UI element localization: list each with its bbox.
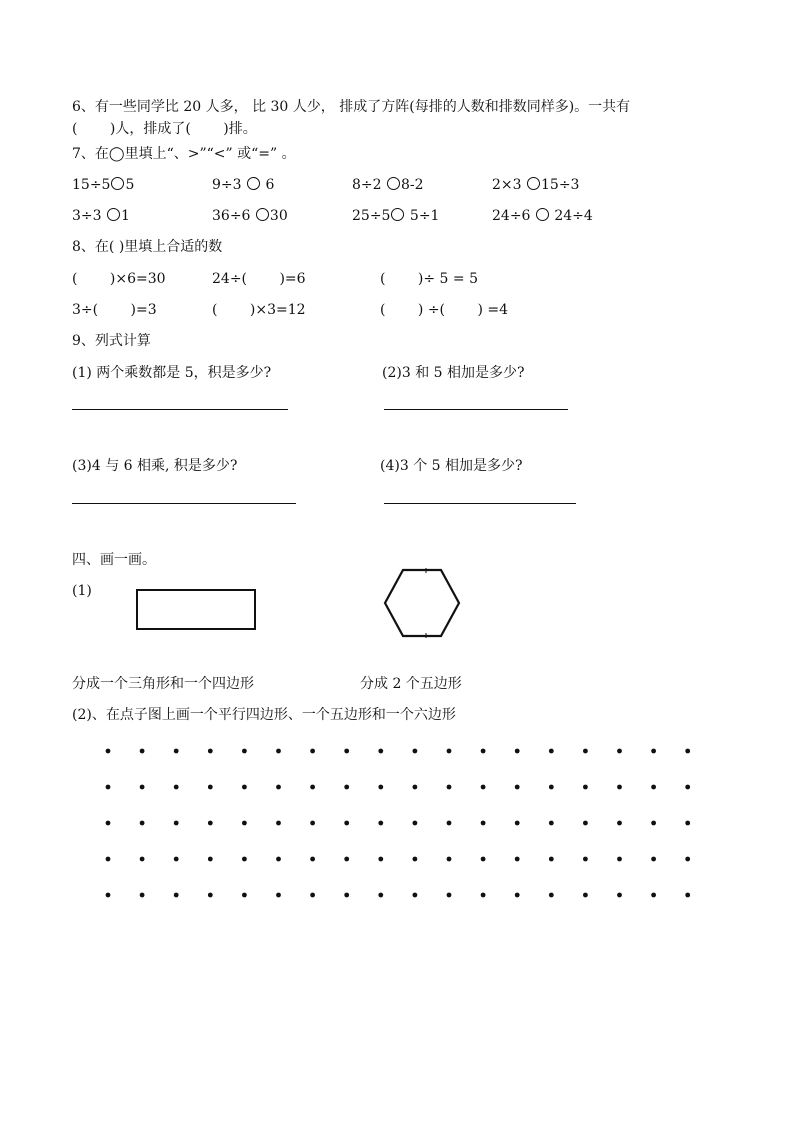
q7-left: 36÷6 [212, 208, 251, 224]
q7-left: 24÷6 [492, 208, 531, 224]
grid-dot[interactable] [242, 785, 247, 790]
grid-dot[interactable] [685, 749, 690, 754]
grid-dot[interactable] [174, 821, 179, 826]
grid-dot[interactable] [413, 893, 418, 898]
grid-dot[interactable] [140, 893, 145, 898]
q7-right: 30 [269, 208, 288, 224]
grid-dot[interactable] [651, 785, 656, 790]
grid-dot[interactable] [583, 893, 588, 898]
grid-dot[interactable] [344, 821, 349, 826]
grid-dot[interactable] [106, 821, 111, 826]
q7-right: 5÷1 [409, 208, 440, 224]
grid-dot[interactable] [447, 893, 452, 898]
grid-dot[interactable] [140, 821, 145, 826]
grid-dot[interactable] [481, 893, 486, 898]
q8-item-3[interactable]: ( )÷ 5 = 5 [380, 271, 478, 287]
grid-dot[interactable] [310, 893, 315, 898]
q7-left: 15÷5 [72, 177, 111, 193]
grid-dot[interactable] [515, 821, 520, 826]
grid-dot[interactable] [549, 857, 554, 862]
grid-dot[interactable] [481, 785, 486, 790]
grid-dot[interactable] [447, 821, 452, 826]
grid-dot[interactable] [617, 893, 622, 898]
q8-item-2[interactable]: 24÷( )=6 [212, 271, 306, 287]
grid-dot[interactable] [344, 749, 349, 754]
q9-item-1: (1) 两个乘数都是 5，积是多少? [72, 365, 272, 381]
grid-dot[interactable] [617, 857, 622, 862]
grid-dot[interactable] [685, 893, 690, 898]
grid-dot[interactable] [106, 857, 111, 862]
part1-label: (1) [72, 583, 92, 599]
q8-item-1[interactable]: ( )×6=30 [72, 271, 166, 287]
grid-dot[interactable] [447, 749, 452, 754]
q7-right: 1 [121, 208, 130, 224]
q7-title: 7、在◯里填上“、>”“<” 或“=” 。 [72, 146, 296, 162]
grid-dot[interactable] [515, 749, 520, 754]
grid-dot[interactable] [208, 821, 213, 826]
grid-dot[interactable] [583, 821, 588, 826]
grid-dot[interactable] [583, 857, 588, 862]
grid-dot[interactable] [378, 893, 383, 898]
grid-dot[interactable] [106, 749, 111, 754]
grid-dot[interactable] [140, 857, 145, 862]
q8-item-5[interactable]: ( )×3=12 [212, 302, 306, 318]
grid-dot[interactable] [651, 857, 656, 862]
grid-dot[interactable] [310, 749, 315, 754]
grid-dot[interactable] [583, 785, 588, 790]
grid-dot[interactable] [651, 749, 656, 754]
grid-dot[interactable] [549, 893, 554, 898]
caption-rectangle: 分成一个三角形和一个四边形 [72, 676, 254, 692]
q8-item-6[interactable]: ( ) ÷( ) =4 [380, 302, 509, 318]
q9-title: 9、列式计算 [72, 333, 151, 349]
grid-dot[interactable] [515, 857, 520, 862]
grid-dot[interactable] [106, 785, 111, 790]
q7-left: 9÷3 [212, 177, 242, 193]
grid-dot[interactable] [413, 857, 418, 862]
q7-right: 8-2 [401, 177, 424, 193]
grid-dot[interactable] [242, 893, 247, 898]
grid-dot[interactable] [685, 785, 690, 790]
grid-dot[interactable] [378, 749, 383, 754]
grid-dot[interactable] [685, 821, 690, 826]
grid-dot[interactable] [481, 821, 486, 826]
grid-dot[interactable] [413, 749, 418, 754]
q7-left: 8÷2 [352, 177, 382, 193]
grid-dot[interactable] [617, 785, 622, 790]
grid-dot[interactable] [174, 785, 179, 790]
grid-dot[interactable] [242, 749, 247, 754]
q7-right: 15÷3 [541, 177, 580, 193]
grid-dot[interactable] [617, 821, 622, 826]
grid-dot[interactable] [378, 857, 383, 862]
grid-dot[interactable] [447, 857, 452, 862]
q9-item-3: (3)4 与 6 相乘, 积是多少? [72, 458, 238, 474]
grid-dot[interactable] [685, 857, 690, 862]
q7-right: 5 [125, 177, 135, 193]
grid-dot[interactable] [310, 821, 315, 826]
grid-dot[interactable] [481, 857, 486, 862]
q9-item-4: (4)3 个 5 相加是多少? [380, 458, 523, 474]
grid-dot[interactable] [140, 749, 145, 754]
grid-dot[interactable] [310, 785, 315, 790]
grid-dot[interactable] [276, 857, 281, 862]
grid-dot[interactable] [344, 857, 349, 862]
grid-dot[interactable] [174, 857, 179, 862]
q8-item-4[interactable]: 3÷( )=3 [72, 302, 157, 318]
grid-dot[interactable] [276, 893, 281, 898]
grid-dot[interactable] [378, 821, 383, 826]
grid-dot[interactable] [208, 857, 213, 862]
part2-text: (2)、在点子图上画一个平行四边形、一个五边形和一个六边形 [72, 707, 456, 723]
grid-dot[interactable] [344, 785, 349, 790]
section4-title: 四、画一画。 [72, 552, 156, 568]
grid-dot[interactable] [651, 821, 656, 826]
grid-dot[interactable] [276, 821, 281, 826]
grid-dot[interactable] [208, 893, 213, 898]
q7-right: 6 [265, 177, 275, 193]
grid-dot[interactable] [549, 821, 554, 826]
grid-dot[interactable] [276, 785, 281, 790]
grid-dot[interactable] [276, 749, 281, 754]
grid-dot[interactable] [413, 821, 418, 826]
grid-dot[interactable] [583, 749, 588, 754]
grid-dot[interactable] [378, 785, 383, 790]
q7-left: 3÷3 [72, 208, 102, 224]
grid-dot[interactable] [310, 857, 315, 862]
grid-dot[interactable] [651, 893, 656, 898]
grid-dot[interactable] [344, 893, 349, 898]
q9-item-2: (2)3 和 5 相加是多少? [382, 365, 525, 381]
grid-dot[interactable] [174, 893, 179, 898]
grid-dot[interactable] [174, 749, 179, 754]
grid-dot[interactable] [515, 893, 520, 898]
q7-left: 25÷5 [352, 208, 391, 224]
q7-left: 2×3 [492, 177, 522, 193]
grid-dot[interactable] [447, 785, 452, 790]
q7-right: 24÷4 [554, 208, 593, 224]
grid-dot[interactable] [549, 749, 554, 754]
grid-dot[interactable] [515, 785, 520, 790]
grid-dot[interactable] [413, 785, 418, 790]
q6-line2: ( )人，排成了( )排。 [72, 121, 257, 137]
grid-dot[interactable] [106, 893, 111, 898]
grid-dot[interactable] [481, 749, 486, 754]
grid-dot[interactable] [549, 785, 554, 790]
grid-dot[interactable] [140, 785, 145, 790]
grid-dot[interactable] [242, 857, 247, 862]
grid-dot[interactable] [208, 785, 213, 790]
caption-hexagon: 分成 2 个五边形 [360, 676, 462, 692]
q8-title: 8、在( )里填上合适的数 [72, 239, 223, 255]
grid-dot[interactable] [242, 821, 247, 826]
grid-dot[interactable] [617, 749, 622, 754]
grid-dot[interactable] [208, 749, 213, 754]
q6-line1: 6、有一些同学比 20 人多， 比 30 人少， 排成了方阵(每排的人数和排数同样多)。一共有 [72, 99, 631, 115]
